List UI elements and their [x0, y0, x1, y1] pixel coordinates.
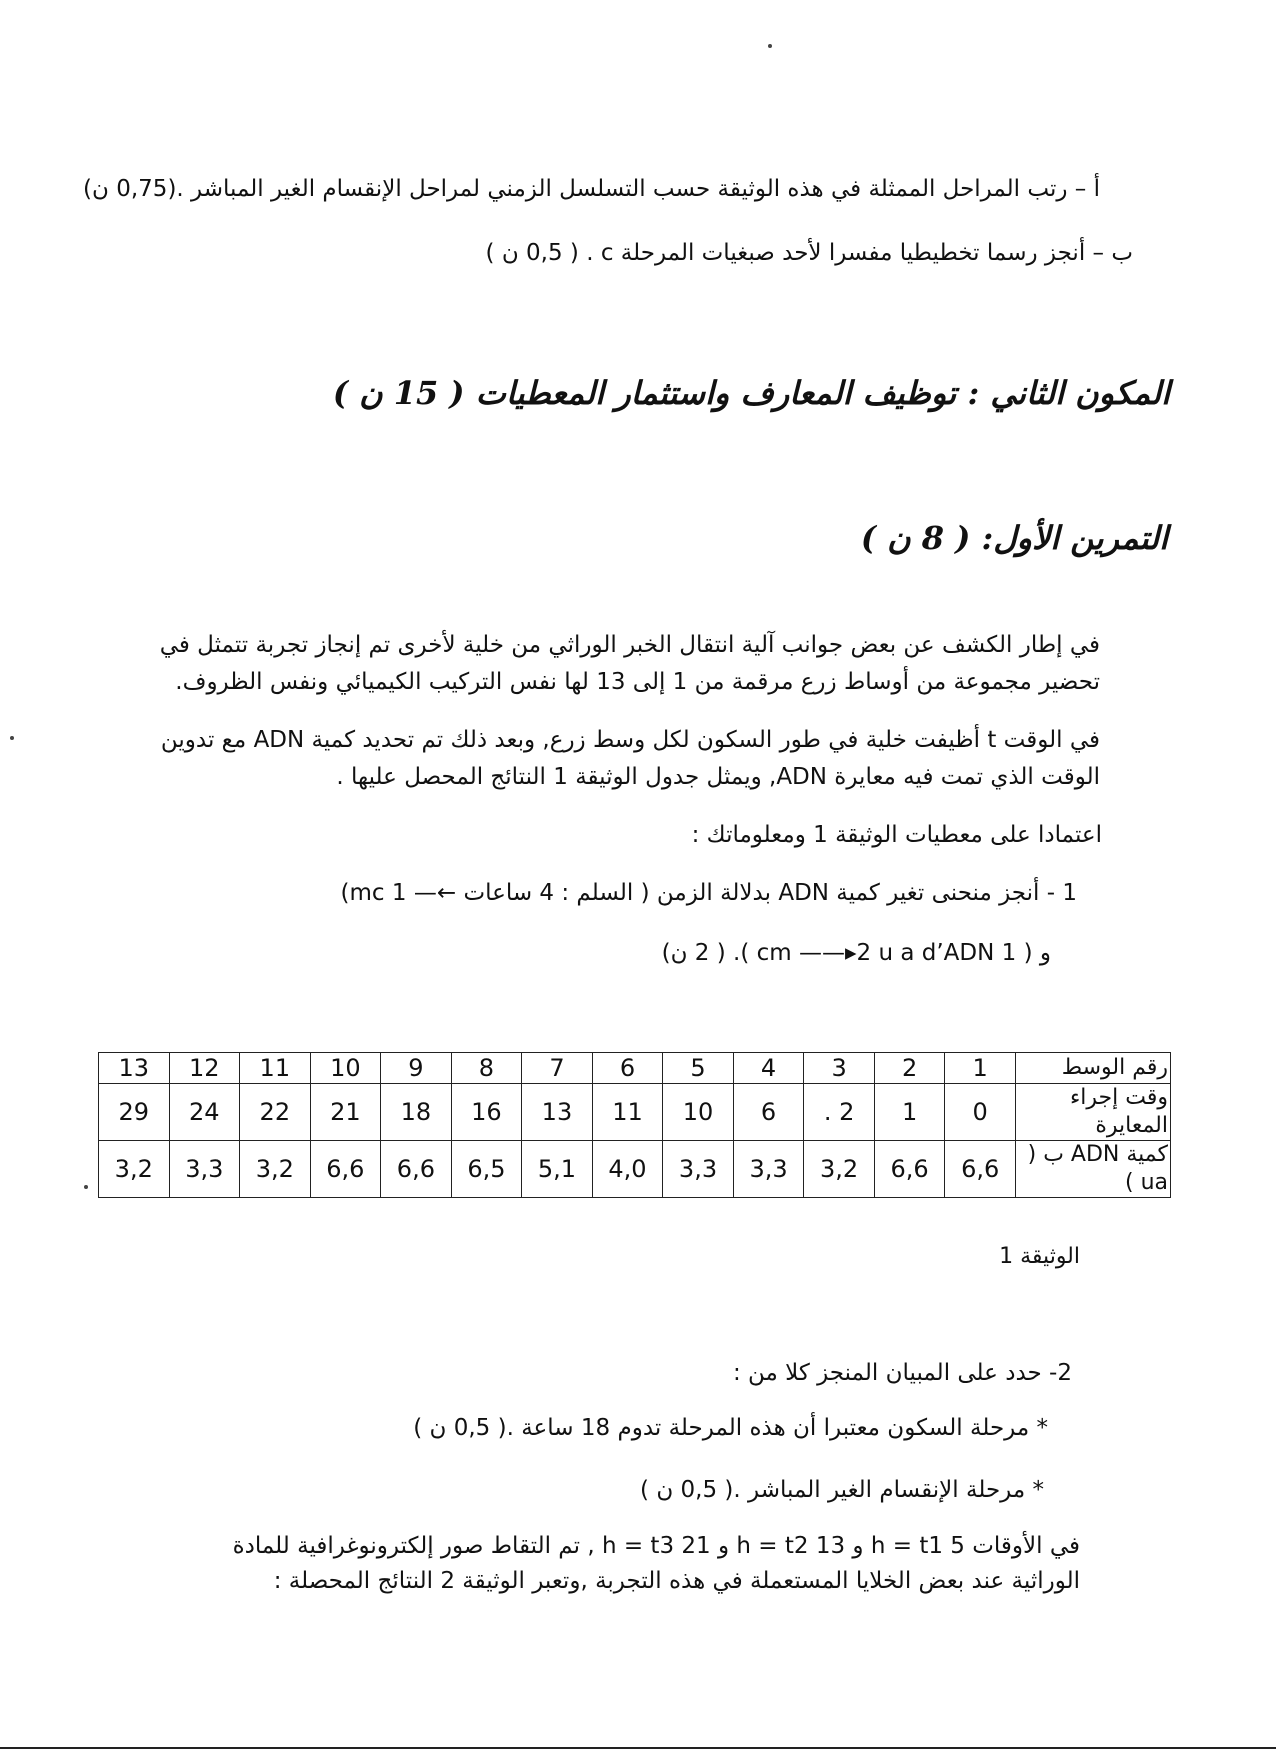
table-cell: 7	[522, 1053, 593, 1084]
question-2-intro: 2- حدد على المبيان المنجز كلا من :	[732, 1360, 1072, 1386]
document-caption: الوثيقة 1	[999, 1244, 1080, 1269]
table-cell: 21	[310, 1084, 381, 1141]
table-cell: 11	[240, 1053, 311, 1084]
medium-number-row	[99, 1053, 1171, 1084]
row-header: وقت إجراء المعايرة	[1016, 1084, 1171, 1141]
table-cell: 24	[169, 1084, 240, 1141]
question-1-line-2: و ( 1 cm ——▸2 u a d’ADN ). ( 2 ن)	[661, 940, 1051, 966]
document-1-table	[98, 1052, 1171, 1198]
page-bottom-rule	[0, 1747, 1276, 1749]
measurement-time-row	[99, 1084, 1171, 1141]
table-cell: 3	[804, 1053, 875, 1084]
table-cell: 16	[451, 1084, 522, 1141]
table-cell: 8	[451, 1053, 522, 1084]
intro-paragraph-3: اعتمادا على معطيات الوثيقة 1 ومعلوماتك :	[691, 822, 1102, 848]
intro-paragraph-1: في إطار الكشف عن بعض جوانب آلية انتقال الخبر الوراثي من خلية لأخرى تم إنجاز تجربة تتمثل في تحضير مجموعة من أوساط زرع مرقمة من 1 إلى 13 لها نفس التركيب الكيميائي ونفس الظروف.	[159, 632, 1100, 695]
table-cell: 10	[663, 1084, 734, 1141]
table-cell: . 2	[804, 1084, 875, 1141]
table-cell: 6,5	[451, 1141, 522, 1198]
table-cell: 1	[874, 1084, 945, 1141]
question-b: ب – أنجز رسما تخطيطيا مفسرا لأحد صبغيات المرحلة c . ( 0,5 ن )	[485, 240, 1133, 266]
final-line-2: الوراثية عند بعض الخلايا المستعملة في هذه التجربة ,وتعبر الوثيقة 2 النتائج المحصلة :	[273, 1568, 1080, 1594]
scan-speck	[10, 736, 14, 740]
table-cell: 3,2	[240, 1141, 311, 1198]
table-cell: 6,6	[310, 1141, 381, 1198]
table-cell: 29	[99, 1084, 170, 1141]
table-cell: 13	[522, 1084, 593, 1141]
table-cell: 0	[945, 1084, 1016, 1141]
table-cell: 3,3	[169, 1141, 240, 1198]
table-cell: 4	[733, 1053, 804, 1084]
adn-quantity-row	[99, 1141, 1171, 1198]
table-cell: 5	[663, 1053, 734, 1084]
table-cell: 11	[592, 1084, 663, 1141]
table-cell: 6,6	[945, 1141, 1016, 1198]
table-cell: 1	[945, 1053, 1016, 1084]
table-cell: 18	[381, 1084, 452, 1141]
final-line-1: في الأوقات 5 h = t1 و 13 h = t2 و 21 h = t3 , تم التقاط صور إلكترونوغرافية للمادة	[232, 1533, 1080, 1559]
scan-speck	[768, 44, 772, 48]
table-cell: 12	[169, 1053, 240, 1084]
exercise-title: التمرين الأول: ( 8 ن )	[860, 519, 1168, 557]
row-header: رقم الوسط	[1016, 1053, 1171, 1084]
table-cell: 10	[310, 1053, 381, 1084]
table-cell: 3,3	[733, 1141, 804, 1198]
table-cell: 2	[874, 1053, 945, 1084]
scan-speck	[84, 1185, 88, 1189]
table-cell: 13	[99, 1053, 170, 1084]
table-cell: 3,3	[663, 1141, 734, 1198]
table-cell: 6,6	[874, 1141, 945, 1198]
table-cell: 3,2	[804, 1141, 875, 1198]
question-1-line-1: 1 - أنجز منحنى تغير كمية ADN بدلالة الزمن ( السلم : 4 ساعات ←— 1 mc)	[340, 880, 1077, 906]
table-cell: 5,1	[522, 1141, 593, 1198]
table-cell: 4,0	[592, 1141, 663, 1198]
table-cell: 3,2	[99, 1141, 170, 1198]
section-title: المكون الثاني : توظيف المعارف واستثمار المعطيات ( 15 ن )	[332, 374, 1170, 412]
row-header: كمية ADN ب ( ua )	[1016, 1141, 1171, 1198]
intro-paragraph-2: في الوقت t أظيفت خلية في طور السكون لكل وسط زرع, وبعد ذلك تم تحديد كمية ADN مع تدوين الوقت الذي تمت فيه معايرة ADN, ويمثل جدول الوثيقة 1 النتائج المحصل عليها .	[160, 727, 1100, 790]
table-cell: 6	[592, 1053, 663, 1084]
table-cell: 6	[733, 1084, 804, 1141]
question-a: أ – رتب المراحل الممثلة في هذه الوثيقة حسب التسلسل الزمني لمراحل الإنقسام الغير المباشر .(0,75 ن)	[83, 176, 1100, 202]
table-cell: 6,6	[381, 1141, 452, 1198]
question-2-item-2: * مرحلة الإنقسام الغير المباشر .( 0,5 ن )	[640, 1477, 1044, 1503]
question-2-item-1: * مرحلة السكون معتبرا أن هذه المرحلة تدوم 18 ساعة .( 0,5 ن )	[413, 1415, 1048, 1441]
table-cell: 22	[240, 1084, 311, 1141]
table-cell: 9	[381, 1053, 452, 1084]
